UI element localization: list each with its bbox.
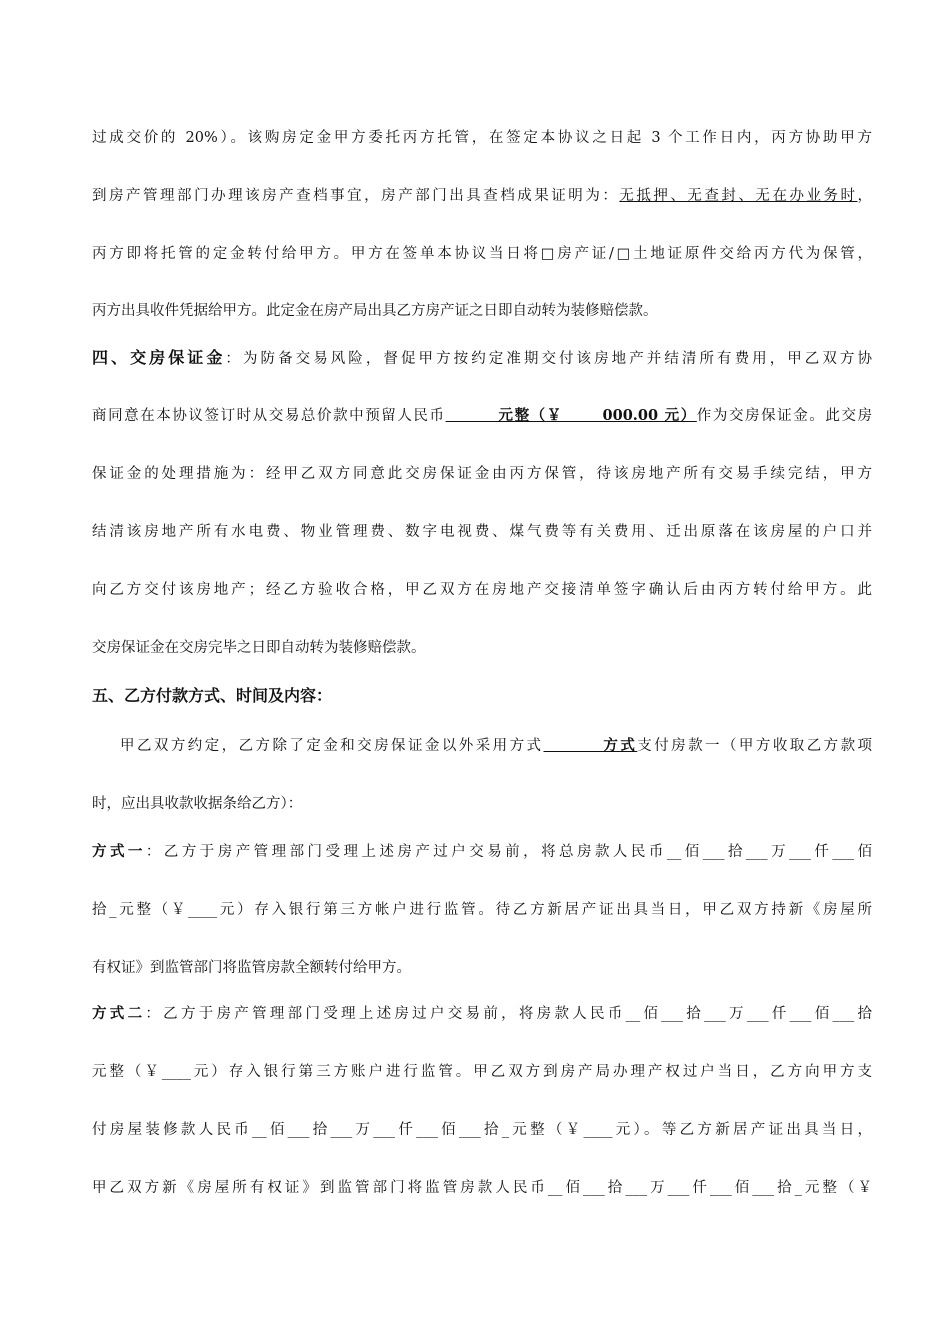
payment-method-field: 方式 [543,737,638,754]
text-run: 支付房款一（甲方收取乙方款项 [637,738,873,754]
underlined-text: 无抵押、无查封、无在办业务时 [619,188,858,204]
method2-label: 方式二 [92,1006,146,1022]
section5-title: 五、乙方付款方式、时间及内容： [92,686,333,705]
text-run: 过成交价的 20%）。该购房定金甲方委托丙方托管，在签定本协议之日起 3 个工作日内，丙方协助甲方 [92,130,872,146]
paragraph-line [92,1120,872,1140]
paragraph-line [92,794,872,814]
section5-title-line [92,686,872,707]
text-run: 有权证》到监管部门将监管房款全额转付给甲方。 [92,960,411,976]
section4-title: 四、交房保证金 [92,348,226,367]
text-run: 甲乙双方约定，乙方除了定金和交房保证金以外采用方式 [120,738,544,754]
paragraph-line [92,522,872,542]
paragraph-line [92,1178,872,1198]
paragraph-line [92,128,872,148]
paragraph-line [92,244,872,264]
text-run: 时，应出具收款收据条给乙方）： [92,796,303,812]
text-run: 元整（￥____元）存入银行第三方账户进行监管。甲乙双方到房产局办理产权过户当日，乙方向甲方支 [92,1064,872,1080]
text-run: 向乙方交付该房地产；经乙方验收合格，甲乙双方在房地产交接清单签字确认后由丙方转付给甲方。此 [92,582,872,598]
paragraph-line [92,464,872,484]
paragraph-line [92,958,872,978]
text-run: 保证金的处理措施为：经甲乙双方同意此交房保证金由丙方保管，待该房地产所有交易手续完结，甲方 [92,466,872,482]
text-run: 到房产管理部门办理该房产查档事宜，房产部门出具查档成果证明为： [92,188,620,204]
paragraph-line [92,406,872,426]
text-run: 丙方即将托管的定金转付给甲方。甲方在签单本协议当日将□房产证/□土地证原件交给丙方代为保管， [92,246,872,262]
text-run: ， [857,188,872,204]
text-run: 结清该房地产所有水电费、物业管理费、数字电视费、煤气费等有关费用、迁出原落在该房屋的户口并 [92,524,872,540]
text-run: 商同意在本协议签订时从交易总价款中预留人民币 [92,408,446,424]
amount-field: 元整（￥ 000.00 元） [445,407,697,424]
paragraph-line [92,580,872,600]
method1-first-line [92,842,872,862]
text-run: 拾_元整（￥____元）存入银行第三方帐户进行监管。待乙方新居产证出具当日，甲乙双方持新《房屋所 [92,902,872,918]
paragraph-line [120,736,872,756]
text-run: ：乙方于房产管理部门受理上述房产过户交易前，将总房款人民币__佰___拾___万___仟___佰 [145,844,872,860]
text-run: ：乙方于房产管理部门受理上述房过户交易前，将房款人民币__佰___拾___万___仟___佰___拾 [145,1006,873,1022]
method2-first-line [92,1004,872,1024]
text-run: ：为防备交易风险，督促甲方按约定准期交付该房地产并结清所有费用，甲乙双方协 [225,351,872,367]
paragraph-line [92,638,872,658]
paragraph-line [92,900,872,920]
text-run: 丙方出具收件凭据给甲方。此定金在房产局出具乙方房产证之日即自动转为装修赔偿款。 [92,303,658,319]
text-run: 交房保证金在交房完毕之日即自动转为装修赔偿款。 [92,640,426,656]
method1-label: 方式一 [92,844,146,860]
paragraph-line [92,186,872,206]
text-run: 甲乙双方新《房屋所有权证》到监管部门将监管房款人民币__佰___拾___万___仟___佰___拾_元整（￥ [92,1180,872,1196]
text-run: 付房屋装修款人民币__佰___拾___万___仟___佰___拾_元整（￥____元）。等乙方新居产证出具当日， [92,1122,872,1138]
paragraph-line [92,301,872,321]
paragraph-line [92,1062,872,1082]
text-run: 作为交房保证金。此交房 [696,408,873,424]
section4-first-line [92,348,872,369]
